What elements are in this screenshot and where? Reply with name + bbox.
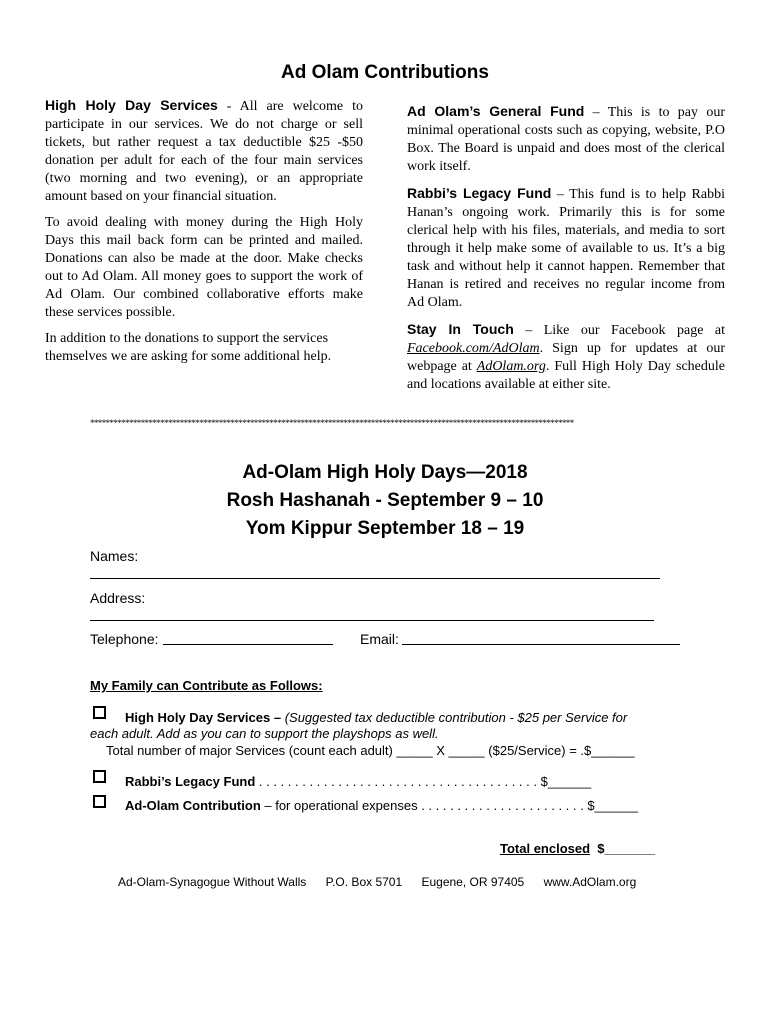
general-fund-paragraph: Ad Olam’s General Fund – This is to pay our minimal operational costs such as copying, website, P.O Box. The Board is unpaid and does most of the clerical work itself. [407, 103, 725, 174]
form-heading-yom-kippur: Yom Kippur September 18 – 19 [245, 518, 525, 539]
general-fund-heading: Ad Olam’s General Fund [407, 103, 585, 119]
mail-paragraph: To avoid dealing with money during the High Holy Days this mail back form can be printed and mailed. Donations can also be made at the door. Make checks out to Ad Olam. All money goes to support the work of Ad Olam. Our combined collaborative efforts make these services possible. [45, 215, 363, 320]
legacy-label: Rabbi’s Legacy Fund [125, 774, 256, 789]
hhd-option [125, 710, 627, 725]
footer-city: Eugene, OR 97405 [421, 875, 525, 889]
additional-help-paragraph: In addition to the donations to support the services themselves we are asking for some additional help. [45, 331, 332, 364]
divider: **************************************************************************************************************************** [90, 418, 574, 428]
legacy-checkbox[interactable] [93, 770, 106, 783]
total-value[interactable]: $_______ [597, 841, 656, 856]
adolam-option: Ad-Olam Contribution – for operational expenses . . . . . . . . . . . . . . . . . . . . . . . $______ [125, 798, 638, 813]
page-title: Ad Olam Contributions [281, 62, 489, 83]
facebook-link[interactable]: Facebook.com/AdOlam [407, 341, 540, 356]
total-enclosed [500, 841, 655, 856]
address-field[interactable] [90, 620, 654, 621]
stay-in-touch-paragraph: Stay In Touch – Like our Facebook page at Facebook.com/AdOlam. Sign up for updates at our webpage at AdOlam.org. Full High Holy Day schedule and locations available at either site. [407, 321, 726, 392]
right-column [407, 102, 725, 402]
footer-pobox: P.O. Box 5701 [325, 875, 403, 889]
total-label: Total enclosed [500, 841, 591, 856]
stay-in-touch-heading: Stay In Touch [407, 321, 514, 337]
left-column [45, 96, 363, 374]
legacy-option: Rabbi’s Legacy Fund . . . . . . . . . . . . . . . . . . . . . . . . . . . . . . . . . . . . . . . $______ [125, 774, 592, 789]
footer-org: Ad-Olam-Synagogue Without Walls [118, 875, 307, 889]
adolam-checkbox[interactable] [93, 795, 106, 808]
form-heading-year: Ad-Olam High Holy Days—2018 [242, 462, 528, 483]
form-heading-rosh-hashanah: Rosh Hashanah - September 9 – 10 [226, 490, 544, 511]
email-label: Email: [360, 631, 399, 647]
email-field[interactable] [402, 644, 680, 645]
hhd-checkbox[interactable] [93, 706, 106, 719]
hhd-label: High Holy Day Services – [125, 710, 282, 725]
names-label: Names: [90, 548, 139, 564]
telephone-field[interactable] [163, 644, 333, 645]
services-heading: High Holy Day Services [45, 97, 218, 113]
hhd-note: each adult. Add as you can to support the playshops as well. [90, 726, 439, 741]
contribute-heading: My Family can Contribute as Follows: [90, 678, 323, 693]
adolam-label: Ad-Olam Contribution [125, 798, 261, 813]
names-field[interactable] [90, 578, 660, 579]
services-paragraph: High Holy Day Services - All are welcome to participate in our services. We do not charge or sell tickets, but rather request a tax deductible $25 -$50 donation per adult for each of the four main services (two morning and two evening), or an appropriate amount based on your financial situation. [45, 97, 363, 204]
address-label: Address: [90, 590, 146, 606]
hhd-note-part: (Suggested tax deductible contribution - $25 per Service for [281, 710, 628, 725]
website-link[interactable]: AdOlam.org [476, 359, 546, 374]
telephone-label: Telephone: [90, 631, 159, 647]
legacy-fund-paragraph: Rabbi’s Legacy Fund – This fund is to help Rabbi Hanan’s ongoing work. Primarily this is for some clerical help with his files, materials, and media to sort through it help make some of available to us. It’s a big task and without help it cannot happen. Remember that Hanan is retired and receives no regular income from Ad Olam. [407, 185, 725, 310]
footer [118, 875, 652, 889]
hhd-total-line: Total number of major Services (count each adult) _____ X _____ ($25/Service) = .$______ [106, 743, 635, 758]
footer-web: www.AdOlam.org [543, 875, 637, 889]
legacy-fund-heading: Rabbi’s Legacy Fund [407, 185, 552, 201]
